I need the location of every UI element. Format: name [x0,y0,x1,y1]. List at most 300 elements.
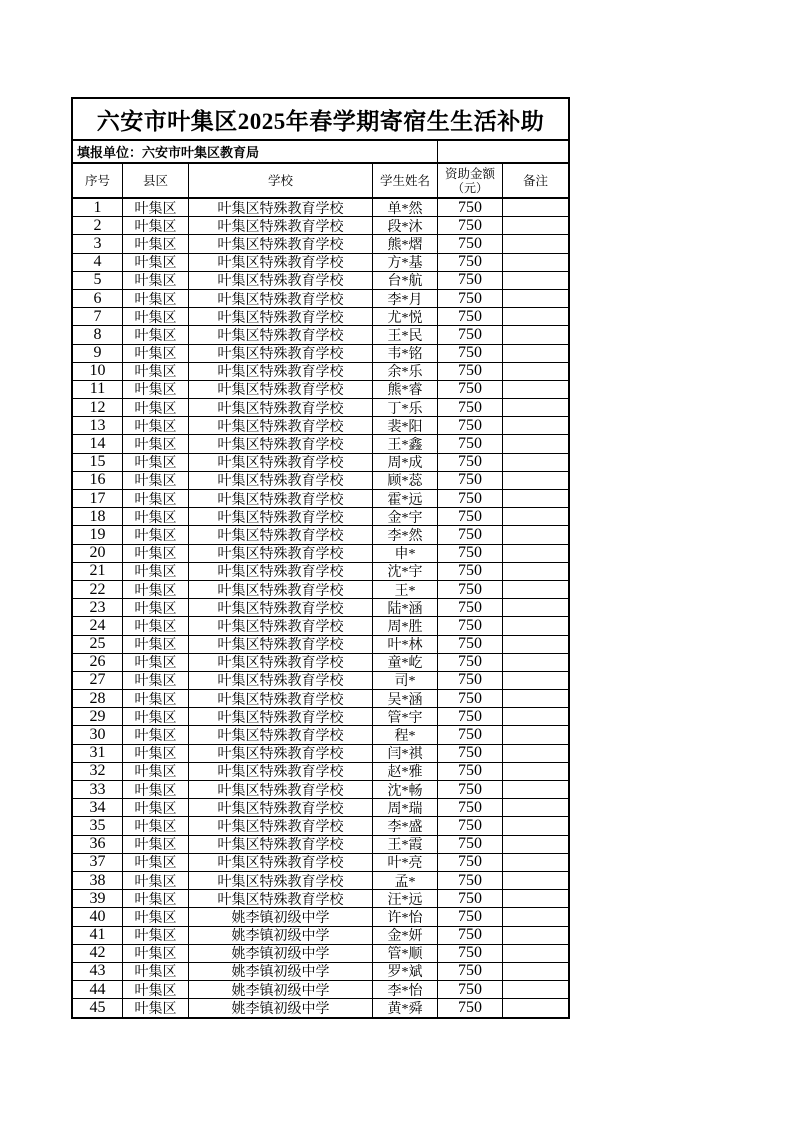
cell-district: 叶集区 [123,654,189,672]
cell-amount: 750 [438,363,503,381]
cell-student-name: 许*怡 [373,908,438,926]
table-row [73,781,568,799]
cell-district: 叶集区 [123,908,189,926]
cell-no: 4 [73,254,123,272]
cell-note [503,454,568,472]
cell-amount: 750 [438,581,503,599]
cell-student-name: 李*盛 [373,817,438,835]
table-row [73,617,568,635]
cell-student-name: 金*宇 [373,508,438,526]
cell-student-name: 叶*林 [373,636,438,654]
table-row [73,726,568,744]
cell-district: 叶集区 [123,199,189,217]
cell-school: 叶集区特殊教育学校 [189,199,373,217]
cell-no: 10 [73,363,123,381]
cell-student-name: 裴*阳 [373,417,438,435]
cell-student-name: 李*怡 [373,981,438,999]
cell-school: 叶集区特殊教育学校 [189,563,373,581]
cell-district: 叶集区 [123,490,189,508]
cell-note [503,345,568,363]
cell-note [503,545,568,563]
cell-amount: 750 [438,781,503,799]
cell-student-name: 李*然 [373,526,438,544]
cell-note [503,326,568,344]
header-district: 县区 [123,164,189,197]
cell-district: 叶集区 [123,526,189,544]
cell-note [503,217,568,235]
cell-district: 叶集区 [123,308,189,326]
table-row [73,945,568,963]
cell-school: 叶集区特殊教育学校 [189,235,373,253]
cell-student-name: 熊*睿 [373,381,438,399]
cell-school: 叶集区特殊教育学校 [189,217,373,235]
cell-amount: 750 [438,981,503,999]
cell-student-name: 申* [373,545,438,563]
table-row [73,417,568,435]
cell-note [503,599,568,617]
cell-school: 叶集区特殊教育学校 [189,363,373,381]
table-row [73,854,568,872]
cell-amount: 750 [438,563,503,581]
cell-no: 32 [73,763,123,781]
cell-no: 37 [73,854,123,872]
table-row [73,836,568,854]
cell-note [503,963,568,981]
cell-note [503,908,568,926]
cell-school: 姚李镇初级中学 [189,945,373,963]
cell-district: 叶集区 [123,545,189,563]
cell-district: 叶集区 [123,472,189,490]
table-row [73,927,568,945]
cell-student-name: 黄*舜 [373,999,438,1017]
cell-amount: 750 [438,963,503,981]
cell-school: 姚李镇初级中学 [189,927,373,945]
cell-district: 叶集区 [123,927,189,945]
cell-amount: 750 [438,454,503,472]
table-row [73,963,568,981]
cell-district: 叶集区 [123,326,189,344]
table-row [73,872,568,890]
cell-no: 29 [73,708,123,726]
cell-amount: 750 [438,545,503,563]
cell-district: 叶集区 [123,599,189,617]
document-title: 六安市叶集区2025年春学期寄宿生生活补助 [73,99,568,141]
table-row [73,708,568,726]
cell-note [503,654,568,672]
cell-district: 叶集区 [123,945,189,963]
cell-note [503,854,568,872]
table-row [73,272,568,290]
cell-no: 39 [73,890,123,908]
cell-note [503,290,568,308]
cell-amount: 750 [438,217,503,235]
cell-district: 叶集区 [123,235,189,253]
cell-amount: 750 [438,908,503,926]
cell-district: 叶集区 [123,836,189,854]
cell-amount: 750 [438,872,503,890]
cell-no: 13 [73,417,123,435]
cell-district: 叶集区 [123,981,189,999]
cell-amount: 750 [438,526,503,544]
cell-student-name: 周*胜 [373,617,438,635]
cell-student-name: 叶*亮 [373,854,438,872]
cell-student-name: 丁*乐 [373,399,438,417]
cell-note [503,999,568,1017]
table-row [73,490,568,508]
cell-district: 叶集区 [123,781,189,799]
cell-district: 叶集区 [123,872,189,890]
cell-amount: 750 [438,308,503,326]
cell-note [503,417,568,435]
cell-no: 30 [73,726,123,744]
cell-note [503,836,568,854]
cell-amount: 750 [438,326,503,344]
cell-school: 叶集区特殊教育学校 [189,854,373,872]
cell-amount: 750 [438,763,503,781]
cell-district: 叶集区 [123,381,189,399]
cell-district: 叶集区 [123,763,189,781]
cell-school: 叶集区特殊教育学校 [189,636,373,654]
cell-school: 叶集区特殊教育学校 [189,381,373,399]
cell-district: 叶集区 [123,999,189,1017]
cell-school: 叶集区特殊教育学校 [189,726,373,744]
cell-district: 叶集区 [123,672,189,690]
cell-student-name: 闫*祺 [373,745,438,763]
cell-no: 28 [73,690,123,708]
cell-no: 21 [73,563,123,581]
header-school: 学校 [189,164,373,197]
cell-student-name: 陆*涵 [373,599,438,617]
cell-no: 44 [73,981,123,999]
cell-school: 姚李镇初级中学 [189,999,373,1017]
cell-student-name: 赵*雅 [373,763,438,781]
cell-district: 叶集区 [123,963,189,981]
cell-student-name: 罗*斌 [373,963,438,981]
cell-note [503,581,568,599]
cell-no: 6 [73,290,123,308]
cell-amount: 750 [438,999,503,1017]
cell-no: 19 [73,526,123,544]
cell-school: 叶集区特殊教育学校 [189,435,373,453]
cell-no: 7 [73,308,123,326]
cell-note [503,690,568,708]
subsidy-table [71,97,570,1019]
cell-student-name: 吴*涵 [373,690,438,708]
cell-amount: 750 [438,254,503,272]
cell-district: 叶集区 [123,290,189,308]
cell-district: 叶集区 [123,745,189,763]
cell-note [503,763,568,781]
cell-no: 20 [73,545,123,563]
cell-note [503,308,568,326]
cell-student-name: 程* [373,726,438,744]
header-amount-line1: 资助金额 [444,166,495,181]
cell-amount: 750 [438,508,503,526]
cell-student-name: 韦*铭 [373,345,438,363]
cell-no: 12 [73,399,123,417]
cell-amount: 750 [438,817,503,835]
cell-school: 叶集区特殊教育学校 [189,272,373,290]
cell-no: 18 [73,508,123,526]
cell-school: 叶集区特殊教育学校 [189,581,373,599]
cell-district: 叶集区 [123,854,189,872]
cell-school: 姚李镇初级中学 [189,963,373,981]
cell-school: 叶集区特殊教育学校 [189,454,373,472]
cell-note [503,526,568,544]
header-student: 学生姓名 [373,164,438,197]
cell-school: 叶集区特殊教育学校 [189,508,373,526]
cell-amount: 750 [438,708,503,726]
cell-note [503,927,568,945]
cell-student-name: 王*霞 [373,836,438,854]
cell-no: 22 [73,581,123,599]
cell-student-name: 王*民 [373,326,438,344]
cell-no: 41 [73,927,123,945]
cell-note [503,363,568,381]
table-row [73,308,568,326]
cell-amount: 750 [438,690,503,708]
table-body [73,199,568,1017]
cell-student-name: 顾*蕊 [373,472,438,490]
cell-note [503,726,568,744]
cell-district: 叶集区 [123,508,189,526]
cell-district: 叶集区 [123,345,189,363]
cell-school: 叶集区特殊教育学校 [189,617,373,635]
table-row [73,363,568,381]
cell-district: 叶集区 [123,417,189,435]
cell-district: 叶集区 [123,708,189,726]
cell-amount: 750 [438,927,503,945]
table-row [73,235,568,253]
cell-school: 叶集区特殊教育学校 [189,745,373,763]
cell-school: 叶集区特殊教育学校 [189,490,373,508]
cell-note [503,199,568,217]
cell-no: 33 [73,781,123,799]
table-row [73,981,568,999]
cell-no: 1 [73,199,123,217]
cell-no: 26 [73,654,123,672]
cell-no: 42 [73,945,123,963]
cell-school: 姚李镇初级中学 [189,908,373,926]
cell-note [503,781,568,799]
header-amount [438,164,503,197]
cell-school: 叶集区特殊教育学校 [189,417,373,435]
cell-district: 叶集区 [123,890,189,908]
cell-district: 叶集区 [123,435,189,453]
cell-no: 35 [73,817,123,835]
cell-note [503,272,568,290]
table-row [73,890,568,908]
cell-school: 叶集区特殊教育学校 [189,836,373,854]
cell-district: 叶集区 [123,726,189,744]
table-row [73,817,568,835]
cell-note [503,472,568,490]
cell-no: 11 [73,381,123,399]
cell-school: 叶集区特殊教育学校 [189,708,373,726]
cell-no: 36 [73,836,123,854]
cell-amount: 750 [438,381,503,399]
cell-amount: 750 [438,290,503,308]
cell-district: 叶集区 [123,617,189,635]
cell-school: 叶集区特殊教育学校 [189,599,373,617]
cell-school: 叶集区特殊教育学校 [189,672,373,690]
cell-note [503,254,568,272]
cell-student-name: 熊*熠 [373,235,438,253]
table-row [73,199,568,217]
cell-no: 40 [73,908,123,926]
table-row [73,326,568,344]
cell-student-name: 汪*远 [373,890,438,908]
table-row [73,763,568,781]
cell-student-name: 周*成 [373,454,438,472]
cell-no: 43 [73,963,123,981]
table-row [73,454,568,472]
cell-note [503,817,568,835]
cell-no: 34 [73,799,123,817]
cell-note [503,799,568,817]
cell-amount: 750 [438,235,503,253]
cell-school: 叶集区特殊教育学校 [189,326,373,344]
cell-note [503,745,568,763]
cell-no: 27 [73,672,123,690]
cell-school: 叶集区特殊教育学校 [189,308,373,326]
cell-no: 14 [73,435,123,453]
cell-note [503,945,568,963]
cell-note [503,872,568,890]
table-row [73,636,568,654]
cell-school: 叶集区特殊教育学校 [189,254,373,272]
report-unit-label: 填报单位：六安市叶集区教育局 [73,141,438,162]
cell-district: 叶集区 [123,563,189,581]
cell-district: 叶集区 [123,363,189,381]
cell-no: 45 [73,999,123,1017]
cell-student-name: 童*屹 [373,654,438,672]
cell-district: 叶集区 [123,799,189,817]
header-amount-line2: （元） [451,180,488,195]
cell-school: 叶集区特殊教育学校 [189,654,373,672]
cell-note [503,981,568,999]
cell-district: 叶集区 [123,399,189,417]
cell-student-name: 王*鑫 [373,435,438,453]
cell-school: 叶集区特殊教育学校 [189,290,373,308]
cell-amount: 750 [438,745,503,763]
cell-note [503,708,568,726]
cell-school: 叶集区特殊教育学校 [189,890,373,908]
cell-student-name: 余*乐 [373,363,438,381]
cell-student-name: 管*顺 [373,945,438,963]
cell-amount: 750 [438,199,503,217]
cell-school: 叶集区特殊教育学校 [189,781,373,799]
cell-amount: 750 [438,799,503,817]
cell-district: 叶集区 [123,690,189,708]
cell-note [503,235,568,253]
cell-student-name: 方*基 [373,254,438,272]
table-row [73,545,568,563]
table-row [73,290,568,308]
cell-student-name: 尤*悦 [373,308,438,326]
cell-note [503,563,568,581]
table-row [73,799,568,817]
cell-note [503,617,568,635]
table-row [73,435,568,453]
cell-district: 叶集区 [123,272,189,290]
cell-school: 姚李镇初级中学 [189,981,373,999]
cell-student-name: 台*航 [373,272,438,290]
cell-school: 叶集区特殊教育学校 [189,472,373,490]
cell-amount: 750 [438,726,503,744]
cell-school: 叶集区特殊教育学校 [189,545,373,563]
table-row [73,563,568,581]
table-row [73,908,568,926]
cell-district: 叶集区 [123,581,189,599]
cell-no: 25 [73,636,123,654]
cell-student-name: 单*然 [373,199,438,217]
table-row [73,217,568,235]
cell-student-name: 沈*宇 [373,563,438,581]
cell-school: 叶集区特殊教育学校 [189,872,373,890]
cell-no: 24 [73,617,123,635]
cell-student-name: 李*月 [373,290,438,308]
cell-district: 叶集区 [123,254,189,272]
cell-amount: 750 [438,854,503,872]
cell-no: 2 [73,217,123,235]
cell-student-name: 段*沐 [373,217,438,235]
table-row [73,599,568,617]
cell-no: 17 [73,490,123,508]
cell-amount: 750 [438,836,503,854]
cell-school: 叶集区特殊教育学校 [189,526,373,544]
cell-district: 叶集区 [123,454,189,472]
cell-no: 15 [73,454,123,472]
cell-student-name: 金*妍 [373,927,438,945]
report-unit-empty-cell [438,141,568,162]
cell-amount: 750 [438,417,503,435]
cell-note [503,890,568,908]
table-row [73,999,568,1017]
table-row [73,654,568,672]
cell-amount: 750 [438,272,503,290]
table-row [73,745,568,763]
cell-school: 叶集区特殊教育学校 [189,817,373,835]
table-row [73,472,568,490]
cell-amount: 750 [438,636,503,654]
cell-district: 叶集区 [123,217,189,235]
cell-no: 16 [73,472,123,490]
table-row [73,690,568,708]
cell-amount: 750 [438,617,503,635]
table-row [73,508,568,526]
cell-note [503,490,568,508]
cell-no: 23 [73,599,123,617]
cell-student-name: 周*瑞 [373,799,438,817]
cell-amount: 750 [438,399,503,417]
cell-amount: 750 [438,599,503,617]
table-row [73,345,568,363]
cell-amount: 750 [438,472,503,490]
report-unit-row [73,141,568,164]
table-header-row [73,164,568,199]
header-note: 备注 [522,173,548,188]
cell-no: 3 [73,235,123,253]
cell-no: 31 [73,745,123,763]
cell-note [503,435,568,453]
table-row [73,672,568,690]
cell-student-name: 孟* [373,872,438,890]
cell-school: 叶集区特殊教育学校 [189,763,373,781]
cell-amount: 750 [438,945,503,963]
cell-note [503,636,568,654]
cell-amount: 750 [438,490,503,508]
